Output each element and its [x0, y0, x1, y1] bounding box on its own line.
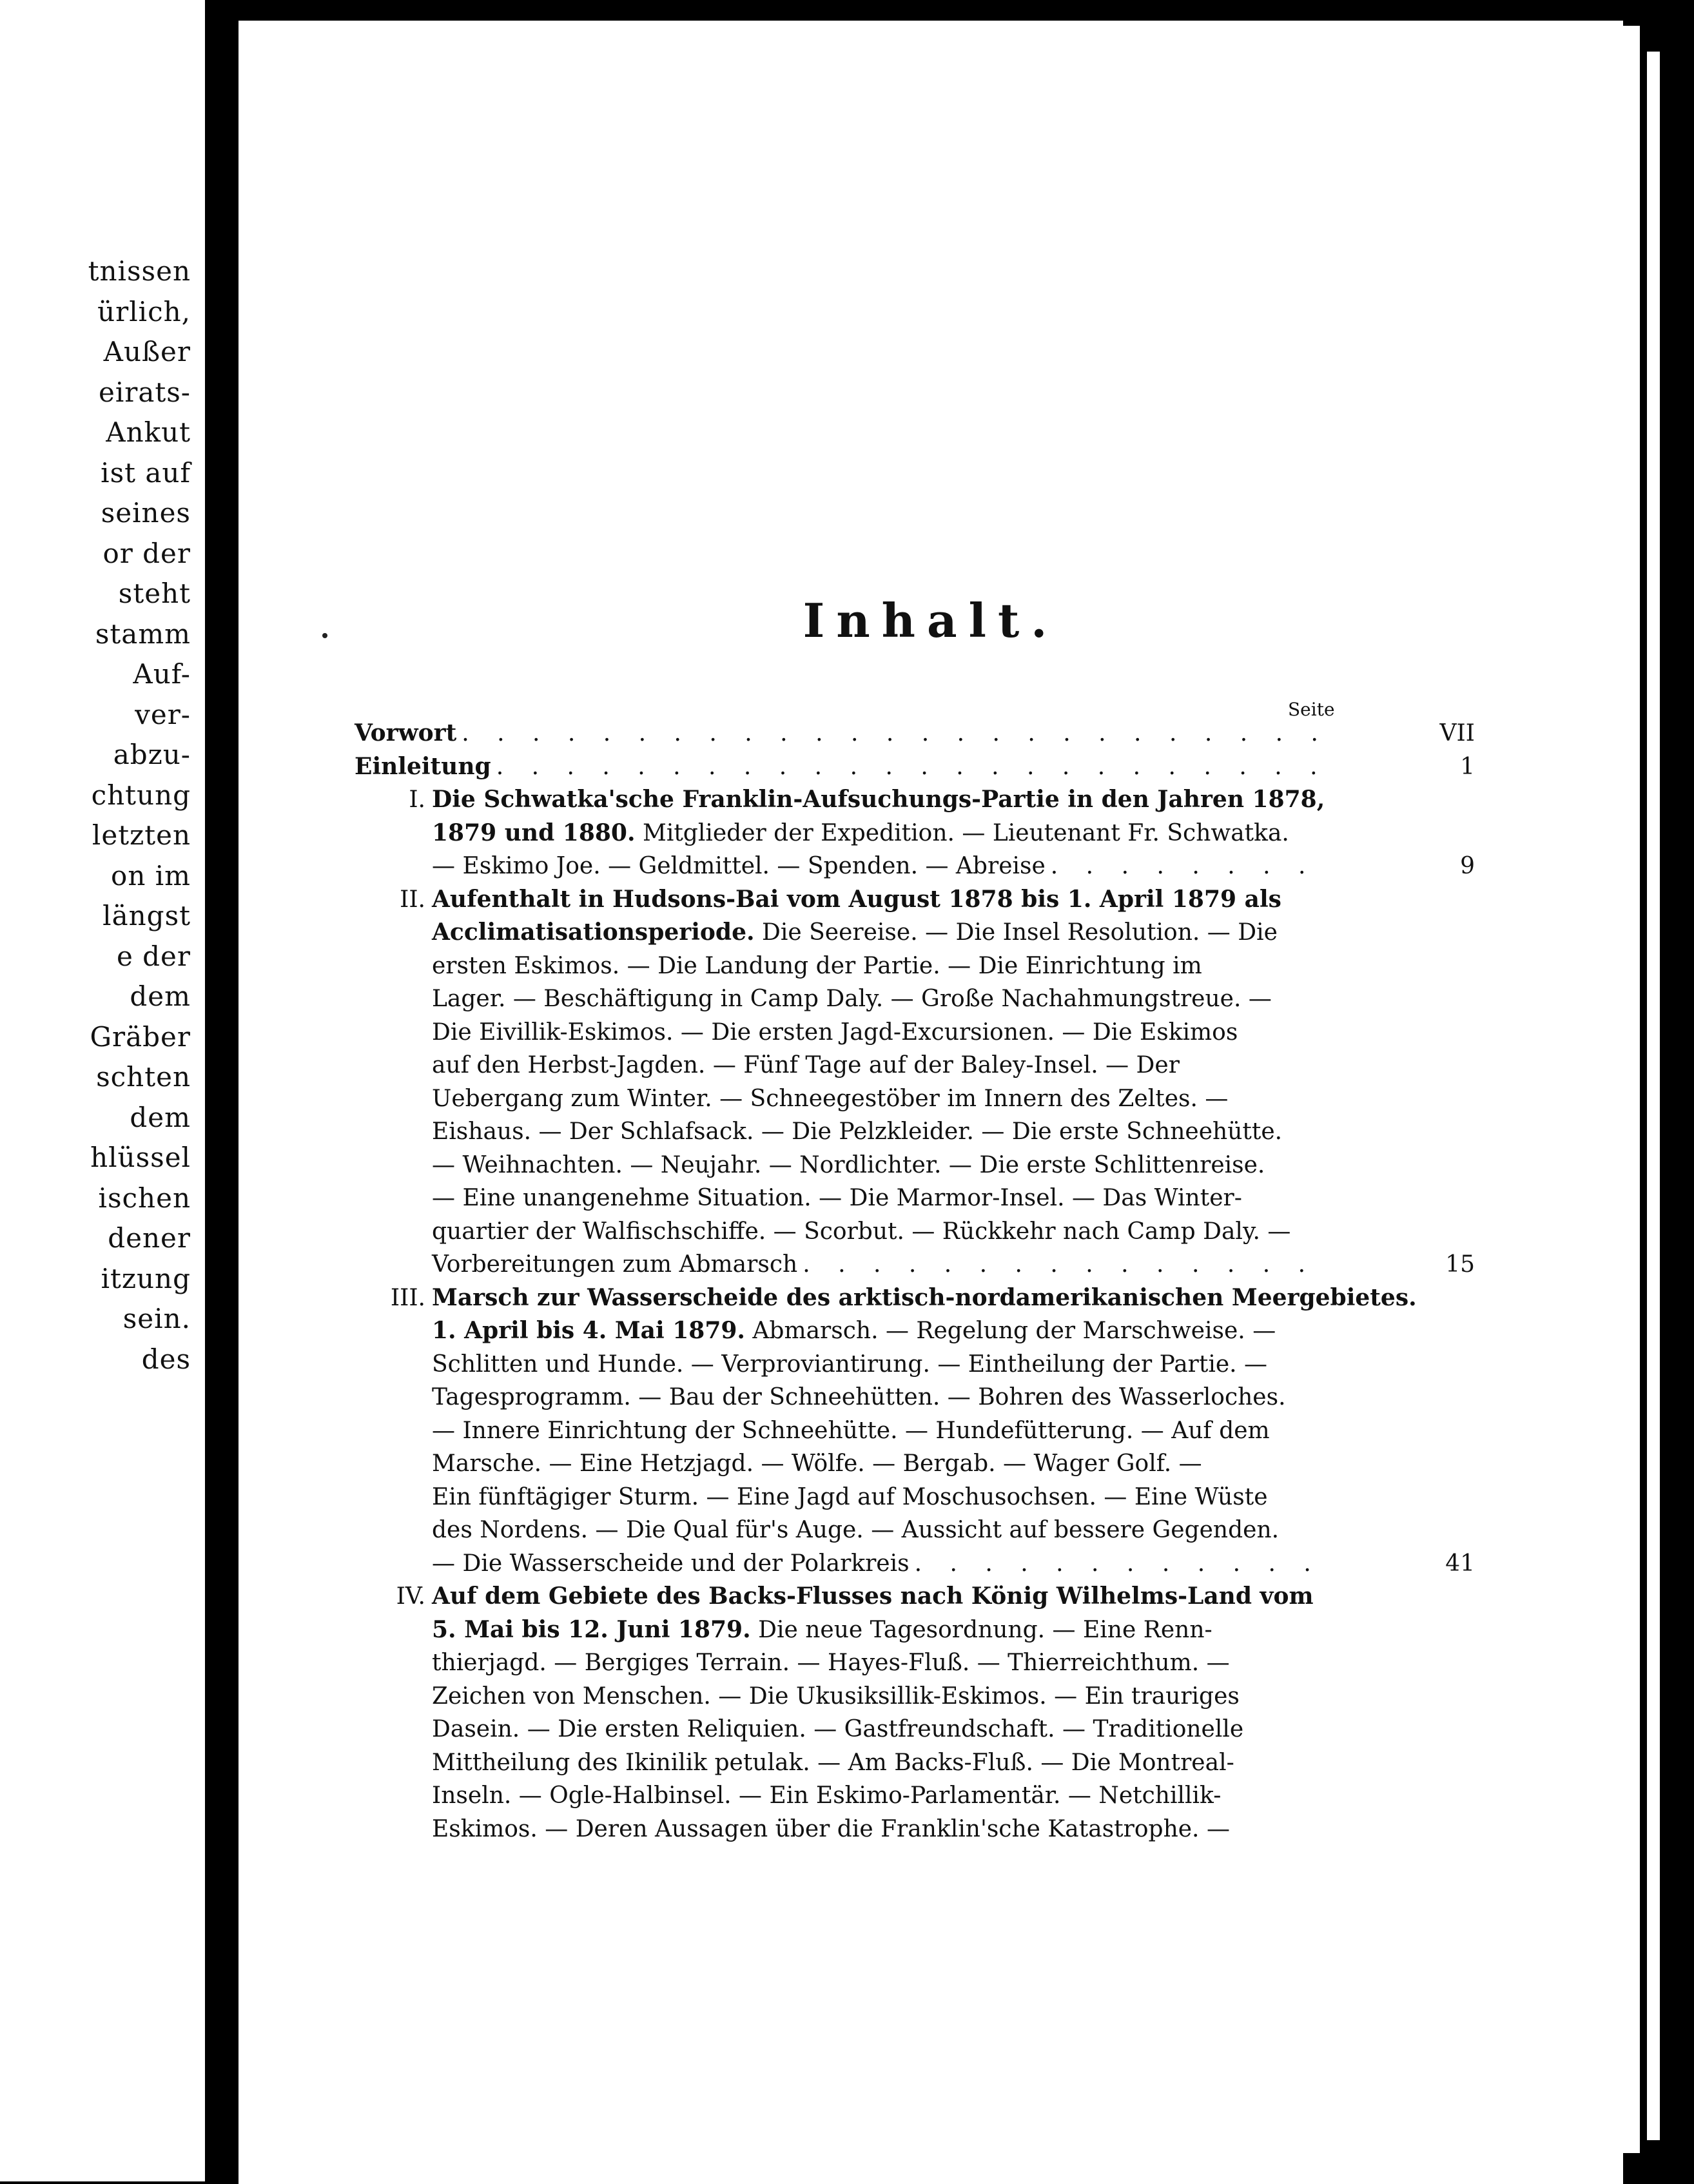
toc-description: Uebergang zum Winter. — Schneegestöber im Innern des Zeltes. — [432, 1085, 1229, 1112]
text-line: Auf- [133, 658, 191, 690]
toc-description: — Die Wasserscheide und der Polarkreis [432, 1550, 910, 1577]
toc-description: Ein fünftägiger Sturm. — Eine Jagd auf Moschusochsen. — Eine Wüste [432, 1483, 1268, 1510]
page-column-label: Seite [1288, 699, 1335, 720]
text-line: on im [111, 859, 191, 892]
text-line: e der [116, 940, 191, 972]
toc-description: Mitglieder der Expedition. — Lieutenant Fr. Schwatka. [635, 819, 1289, 846]
toc-heading-line: 1879 und 1880. [432, 819, 636, 846]
toc-heading: Vorwort [355, 719, 457, 746]
toc-description: Abmarsch. — Regelung der Marschweise. — [745, 1318, 1276, 1344]
book-gutter [205, 0, 239, 2181]
text-line: steht [118, 578, 191, 609]
text-line: ischen [98, 1182, 191, 1214]
chapter-numeral: II. [400, 886, 425, 913]
text-line: dener [108, 1222, 191, 1254]
previous-page-text [88, 251, 191, 1380]
dot-leader [915, 1547, 1328, 1581]
toc-heading-line: Marsch zur Wasserscheide des arktisch-nordamerikanischen Meergebietes. [432, 1283, 1417, 1311]
toc-entry [355, 1580, 1333, 1846]
toc-description: Lager. — Beschäftigung in Camp Daly. — Große Nachahmungstreue. — [432, 986, 1272, 1012]
table-of-contents [355, 717, 1475, 1846]
dot-leader [803, 1248, 1328, 1282]
toc-description: auf den Herbst-Jagden. — Fünf Tage auf der Baley-Insel. — Der [432, 1052, 1180, 1078]
text-line: itzung [101, 1262, 191, 1294]
text-line: or der [102, 537, 191, 569]
toc-description: — Innere Einrichtung der Schneehütte. — Hundefütterung. — Auf dem [432, 1417, 1270, 1444]
text-line: Ankut [106, 416, 191, 448]
toc-description: — Eskimo Joe. — Geldmittel. — Spenden. — Abreise [432, 853, 1046, 879]
toc-entry [355, 717, 1475, 750]
toc-heading-line: 1. April bis 4. Mai 1879. [432, 1317, 745, 1344]
toc-description: Die Seereise. — Die Insel Resolution. — Die [754, 919, 1278, 946]
text-line: sein. [122, 1303, 191, 1334]
page-number: 15 [1445, 1251, 1475, 1278]
text-line: ist auf [101, 456, 191, 489]
toc-heading-line: 5. Mai bis 12. Juni 1879. [432, 1615, 751, 1643]
text-line: des [141, 1343, 191, 1375]
dot-leader [1051, 850, 1328, 883]
text-line: abzu- [113, 739, 191, 770]
page-title: Inhalt. [803, 593, 1059, 648]
text-line: eirats- [98, 376, 191, 408]
toc-entry-body [425, 1580, 1333, 1846]
ink-speck [322, 633, 327, 638]
toc-description: Dasein. — Die ersten Reliquien. — Gastfreundschaft. — Traditionelle [432, 1716, 1244, 1742]
text-line: ürlich, [97, 295, 191, 327]
toc-entry-body [355, 750, 1475, 784]
toc-entry-body [355, 717, 1475, 750]
page-number: VII [1439, 720, 1475, 746]
toc-description: quartier der Walfischschiffe. — Scorbut. — Rückkehr nach Camp Daly. — [432, 1218, 1291, 1245]
text-line: dem [130, 1101, 191, 1133]
page-edges [1644, 52, 1660, 2140]
page-number: 9 [1460, 853, 1475, 879]
toc-description: Marsche. — Eine Hetzjagd. — Wölfe. — Bergab. — Wager Golf. — [432, 1450, 1202, 1477]
toc-entry [355, 783, 1475, 883]
toc-entry [355, 750, 1475, 784]
text-line: tnissen [88, 255, 191, 287]
toc-description: Vorbereitungen zum Abmarsch [432, 1251, 798, 1278]
toc-heading-line: Die Schwatka'sche Franklin-Aufsuchungs-Partie in den Jahren 1878, [432, 786, 1325, 813]
toc-heading-line: Acclimatisationsperiode. [432, 919, 755, 946]
toc-description: Inseln. — Ogle-Halbinsel. — Ein Eskimo-Parlamentär. — Netchillik- [432, 1782, 1222, 1809]
toc-description: — Eine unangenehme Situation. — Die Marmor-Insel. — Das Winter- [432, 1185, 1242, 1211]
toc-description: thierjagd. — Bergiges Terrain. — Hayes-Fluß. — Thierreichthum. — [432, 1650, 1230, 1676]
text-line: Gräber [90, 1020, 191, 1053]
page-number: 41 [1445, 1550, 1475, 1577]
text-line: schten [96, 1061, 191, 1093]
toc-description: Zeichen von Menschen. — Die Ukusiksillik-Eskimos. — Ein trauriges [432, 1682, 1240, 1710]
toc-description: — Weihnachten. — Neujahr. — Nordlichter. — Die erste Schlittenreise. [432, 1151, 1265, 1178]
text-line: letzten [92, 819, 191, 851]
chapter-numeral: III. [390, 1284, 425, 1311]
chapter-numeral: IV. [396, 1583, 425, 1610]
toc-description: des Nordens. — Die Qual für's Auge. — Aussicht auf bessere Gegenden. [432, 1517, 1280, 1543]
toc-description: Die neue Tagesordnung. — Eine Renn- [750, 1616, 1212, 1643]
dot-leader [496, 750, 1328, 784]
previous-page [0, 0, 205, 2181]
contents-page [239, 18, 1623, 2184]
toc-description: Eskimos. — Deren Aussagen über die Franklin'sche Katastrophe. — [432, 1815, 1230, 1842]
toc-heading-line: Auf dem Gebiete des Backs-Flusses nach König Wilhelms-Land vom [432, 1583, 1314, 1610]
toc-entry [355, 883, 1475, 1282]
text-line: chtung [91, 779, 191, 811]
toc-heading-line: Aufenthalt in Hudsons-Bai vom August 1878 bis 1. April 1879 als [432, 885, 1281, 913]
toc-entry-body [425, 883, 1475, 1282]
toc-entry-body [425, 783, 1475, 883]
text-line: längst [102, 900, 191, 931]
dot-leader [462, 717, 1328, 750]
toc-description: Eishaus. — Der Schlafsack. — Die Pelzkleider. — Die erste Schneehütte. [432, 1118, 1283, 1145]
text-line: ver- [135, 698, 191, 730]
text-line: seines [101, 497, 191, 529]
toc-description: Tagesprogramm. — Bau der Schneehütten. — Bohren des Wasserloches. [432, 1384, 1286, 1410]
toc-description: ersten Eskimos. — Die Landung der Partie. — Die Einrichtung im [432, 952, 1202, 979]
text-line: stamm [95, 618, 191, 650]
page-number: 1 [1460, 753, 1475, 780]
text-line: dem [130, 980, 191, 1012]
chapter-numeral: I. [409, 786, 425, 813]
toc-description: Schlitten und Hunde. — Verproviantirung. — Eintheilung der Partie. — [432, 1350, 1268, 1378]
toc-entry-body [425, 1282, 1475, 1581]
toc-entry [355, 1282, 1475, 1581]
toc-heading: Einleitung [355, 752, 491, 780]
toc-description: Die Eivillik-Eskimos. — Die ersten Jagd-Excursionen. — Die Eskimos [432, 1019, 1238, 1046]
toc-description: Mittheilung des Ikinilik petulak. — Am Backs-Fluß. — Die Montreal- [432, 1749, 1234, 1776]
text-line: Außer [103, 336, 191, 367]
text-line: hlüssel [90, 1142, 191, 1173]
